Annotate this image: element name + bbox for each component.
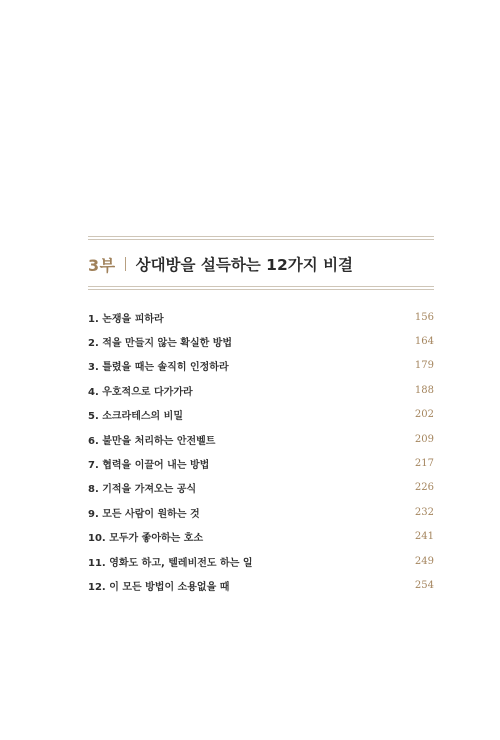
table-of-contents xyxy=(88,305,434,598)
toc-item-page: 179 xyxy=(414,360,434,372)
toc-item-title: 4. 우호적으로 다가가라 xyxy=(88,386,193,398)
toc-item-title: 2. 적을 만들지 않는 확실한 방법 xyxy=(88,338,233,350)
toc-item[interactable] xyxy=(88,573,434,597)
part-header xyxy=(88,250,353,278)
part-title: 상대방을 설득하는 12가지 비결 xyxy=(135,256,354,274)
part-label: 3부 xyxy=(88,255,116,275)
toc-item-page: 249 xyxy=(414,555,434,567)
toc-item-page: 254 xyxy=(414,579,434,591)
toc-item[interactable] xyxy=(88,451,434,475)
toc-item[interactable] xyxy=(88,476,434,500)
toc-item-title: 11. 영화도 하고, 텔레비전도 하는 일 xyxy=(88,557,253,569)
toc-item-page: 164 xyxy=(414,336,434,348)
toc-item[interactable] xyxy=(88,354,434,378)
toc-item[interactable] xyxy=(88,329,434,353)
toc-item-page: 156 xyxy=(414,311,434,323)
toc-item-title: 7. 협력을 이끌어 내는 방법 xyxy=(88,460,210,472)
toc-item-page: 232 xyxy=(414,506,434,518)
toc-item-title: 1. 논쟁을 피하라 xyxy=(88,313,164,325)
toc-item[interactable] xyxy=(88,403,434,427)
toc-item-page: 241 xyxy=(414,531,434,543)
toc-item[interactable] xyxy=(88,378,434,402)
toc-item-page: 226 xyxy=(414,482,434,494)
header-top-rule xyxy=(88,236,434,240)
toc-item-title: 8. 기적을 가져오는 공식 xyxy=(88,484,197,496)
toc-item[interactable] xyxy=(88,525,434,549)
toc-item[interactable] xyxy=(88,427,434,451)
toc-item-title: 9. 모든 사람이 원하는 것 xyxy=(88,508,200,520)
toc-item-title: 5. 소크라테스의 비밀 xyxy=(88,411,183,423)
toc-item-page: 217 xyxy=(414,458,434,470)
toc-item-title: 3. 틀렸을 때는 솔직히 인정하라 xyxy=(88,362,229,374)
header-bottom-rule xyxy=(88,286,434,290)
toc-item[interactable] xyxy=(88,549,434,573)
toc-item[interactable] xyxy=(88,500,434,524)
toc-item-title: 12. 이 모든 방법이 소용없을 때 xyxy=(88,581,230,593)
toc-item-title: 10. 모두가 좋아하는 호소 xyxy=(88,533,204,545)
toc-item[interactable] xyxy=(88,305,434,329)
toc-item-page: 209 xyxy=(414,433,434,445)
toc-item-page: 188 xyxy=(414,384,434,396)
part-separator xyxy=(125,257,126,271)
toc-item-title: 6. 불만을 처리하는 안전벨트 xyxy=(88,435,216,447)
toc-item-page: 202 xyxy=(414,409,434,421)
